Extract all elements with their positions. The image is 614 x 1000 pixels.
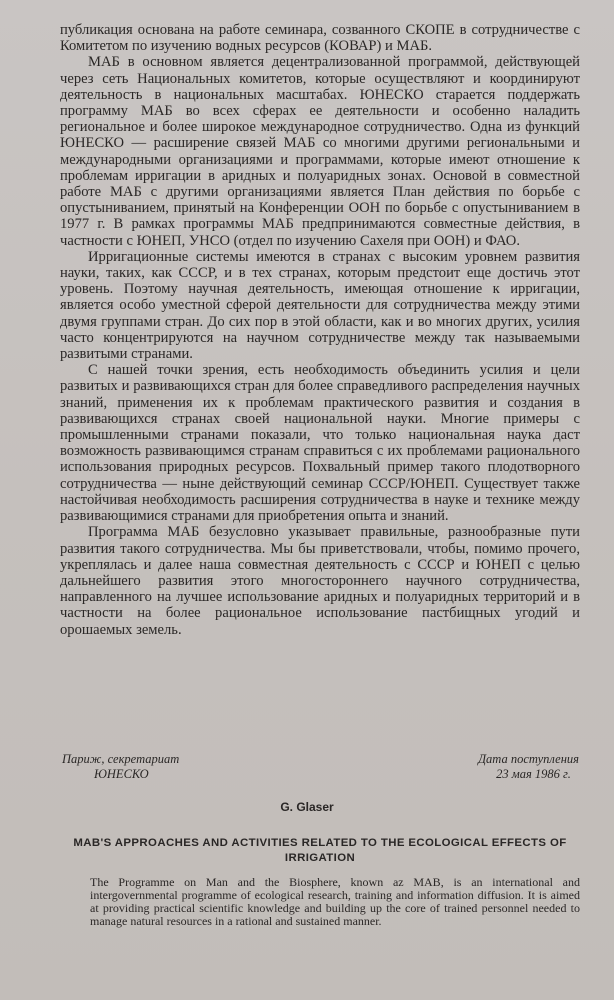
signature-date-line2: 23 мая 1986 г. bbox=[496, 767, 571, 781]
signature-place-line1: Париж, секретариат bbox=[62, 752, 180, 766]
signature-date-line1: Дата поступления bbox=[478, 752, 579, 766]
signature-place bbox=[62, 752, 179, 782]
paragraph-continuation: публикация основана на работе семинара, созванного СКОПЕ в сотрудничестве с Комитетом по изучению водных ресурсов (КОВАР) и МАБ. bbox=[60, 22, 580, 55]
signature-place-line2: ЮНЕСКО bbox=[94, 767, 149, 781]
paragraph-mab-programme: Программа МАБ безусловно указывает правильные, разнообразные пути развития такого сотрудничества. Мы бы приветствовали, чтобы, помимо прочего, укреплялась и далее наша совместная деятельность с СССР и ЮНЕП с целью дальнейшего развития этого многостороннего научного сотрудничества, направленного на лучшее использование аридных и полуаридных территорий и в частности на более рациональное использование пастбищных угодий и орошаемых земель. bbox=[60, 524, 580, 638]
paragraph-mab-structure: МАБ в основном является децентрализованной программой, действующей через сеть Национальных комитетов, которые осуществляют и координируют деятельность в национальных масштабах. ЮНЕСКО старается поддержать программу МАБ во всех сферах ее деятельности и особенно наладить региональное и более широкое международное сотрудничество. Одна из функций ЮНЕСКО — расширение связей МАБ со многими другими региональными и международными организациями и программами, которые имеют отношение к проблемам ирригации в аридных и полуаридных зонах. Основой в совместной работе МАБ с другими организациями является План действия по борьбе с опустыниванием, принятый на Конференции ООН по борьбе с опустыниванием в 1977 г. В рамках программы МАБ предпринимаются совместные действия, в частности с ЮНЕП, УНСО (отдел по изучению Сахеля при ООН) и ФАО. bbox=[60, 54, 580, 249]
russian-body-text bbox=[60, 22, 580, 638]
paragraph-irrigation-systems: Ирригационные системы имеются в странах с высоким уровнем развития науки, таких, как СССР, и в тех странах, которым предстоит еще достичь этот уровень. Поэтому научная деятельность, имеющая отношение к ирригации, является особо уместной сферой деятельности для сотрудничества между этими двумя группами стран. До сих пор в этой области, как и во многих других, усилия часто концентрируются на научном сотрудничестве между так называемыми развитыми странами. bbox=[60, 248, 580, 363]
english-title: MAB'S APPROACHES AND ACTIVITIES RELATED TO THE ECOLOGICAL EFFECTS OF IRRIGATION bbox=[73, 837, 567, 864]
english-abstract: The Programme on Man and the Biosphere, known az MAB, is an international and intergovernmental programme of ecological research, training and information diffusion. It is aimed at providing practical scientific knowledge and building up the core of trained personnel needed to manage natural resources in a rational and sustained manner. bbox=[90, 875, 580, 928]
paragraph-cooperation-need: С нашей точки зрения, есть необходимость объединить усилия и цели развитых и развивающихся стран для более справедливого распределения научных знаний, применения их к проблемам практического развития и создания в развивающихся странах своей национальной науки. Многие примеры с промышленными странами показали, что только национальная наука даст возможность развивающимся странам справиться с их проблемами рационального использования природных ресурсов. Похвальный пример такого плодотворного сотрудничества — ныне действующий семинар СССР/ЮНЕП. Существует также настойчивая необходимость расширения сотрудничества в науке и технике между развивающимися странами для приобретения опыта и знаний. bbox=[60, 362, 580, 525]
english-author: G. Glaser bbox=[280, 800, 334, 814]
signature-date bbox=[478, 752, 579, 782]
